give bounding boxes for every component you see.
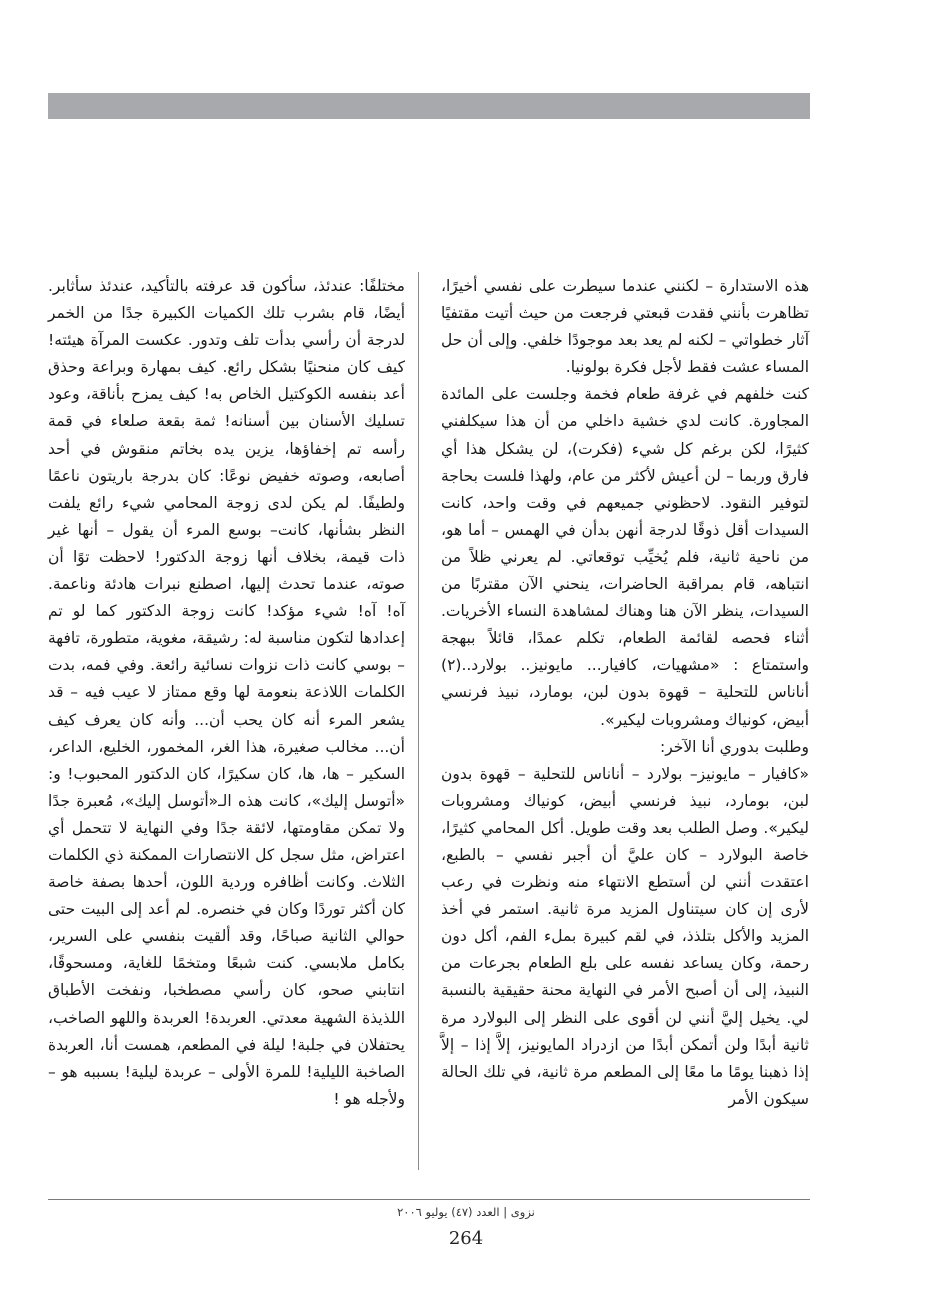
page-number: 264 xyxy=(448,1228,484,1249)
paragraph: كنت خلفهم في غرفة طعام فخمة وجلست على المائدة المجاورة. كانت لدي خشية داخلي من أن هذا سيكلفني كثيرًا، لكن برغم كل شيء (فكرت)، لن يشكل هذا أي فارق وربما – لن أعيش لأكثر من عام، ولهذا فلست بحاجة لتوفير النقود. لاحظوني جميعهم في وقت واحد، كانت السيدات أقل ذوقًا لدرجة أنهن بدأن في الهمس – أما هو، من ناحية ثانية، فلم يُخيِّب توقعاتي. لم يعرني ظلاً من انتباهه، قام بمراقبة الحاضرات، ينحني الآن مقتربًا من السيدات، ينظر الآن هنا وهناك لمشاهدة النساء الأخريات. أثناء فحصه لقائمة الطعام، تكلم عمدًا، قائلاً ببهجة واستمتاع : «مشهيات، كافيار... مايونيز.. بولارد..(٢) أناناس للتحلية – قهوة بدون لبن، بومارد، نبيذ فرنسي أبيض، كونياك ومشروبات ليكير». xyxy=(441,385,809,729)
text-column-right xyxy=(441,273,809,1113)
paragraph: «كافيار – مايونيز– بولارد – أناناس للتحلية – قهوة بدون لبن، بومارد، نبيذ فرنسي أبيض، كونياك ومشروبات ليكير». وصل الطلب بعد وقت طويل. أكل المحامي كثيرًا، خاصة البولارد – كان عليَّ أن أجبر نفسي – بالطبع، اعتقدت أنني لن أستطع الانتهاء منه ونظرت في رعب لأرى إن كان سيتناول المزيد مرة ثانية. استمر في أخذ المزيد والأكل بتلذذ، في لقم كبيرة بملء الفم، أكل دون رحمة، وكان يساعد نفسه على بلع الطعام بجرعات من النبيذ، إلى أن أصبح الأمر في النهاية محنة حقيقية بالنسبة لي. يخيل إليَّ أنني لن أقوى على النظر إلى البولارد مرة ثانية أبدًا ولن أتمكن أبدًا من ازدراد المايونيز، إلاَّ إذا – إلاَّ إذا ذهبنا يومًا ما معًا إلى المطعم مرة ثانية، في تلك الحالة سيكون الأمر xyxy=(441,764,809,1108)
column-divider xyxy=(418,272,419,1170)
footer-divider xyxy=(48,1199,810,1200)
paragraph: مختلفًا: عندئذ، سأكون قد عرفته بالتأكيد، عندئذ سأثابر. أيضًا، قام بشرب تلك الكميات الكبيرة جدًا من الخمر لدرجة أن رأسي بدأت تلف وتدور. عكست المرآة هيئته! كيف كان منحنيًا بشكل رائع. كيف بمهارة وبراعة وحذق أعد بنفسه الكوكتيل الخاص به! كيف يمزح بأناقة، وعود تسليك الأسنان بين أسنانه! ثمة بقعة صلعاء في قمة رأسه تم إخفاؤها، يزين يده بخاتم منقوش في أحد أصابعه، وصوته خفيض نوعًا: كان بدرجة باريتون ناعمًا ولطيفًا. لم يكن لدى زوجة المحامي شيء رائع يلفت النظر بشأنها، كانت– بوسع المرء أن يقول – أنها غير ذات قيمة، بخلاف أنها زوجة الدكتور! لاحظت توًا أن صوته، عندما تحدث إليها، اصطنع نبرات هادئة وناعمة. آه! آه! شيء مؤكد! كانت زوجة الدكتور كما لو تم إعدادها لتكون مناسبة له: رشيقة، مغوية، متطورة، تافهة – بوسي كانت ذات نزوات نسائية رائعة. وفي فمه، بدت الكلمات اللاذعة بنعومة لها وقع ممتاز لا عيب فيه – قد يشعر المرء أنه كان يحب أن... وأنه كان يعرف كيف أن... مخالب صغيرة، هذا الغر، المخمور، الخليع، الداعر، السكير – ها، ها، كان سكيرًا، كان الدكتور المحبوب! و: «أتوسل إليك»، كانت هذه الـ«أتوسل إليك»، مُعبرة جدًا ولا تمكن مقاومتها، لائقة جدًا وفي النهاية لا تتحمل أي اعتراض، مثل سجل كل الانتصارات الممكنة ذي الكلمات الثلاث. وكانت أظافره وردية اللون، أحدها بصفة خاصة كان أكثر توردًا وكان في خنصره. لم أعد إلى البيت حتى حوالي الثانية صباحًا، وقد ألقيت بنفسي على السرير، بكامل ملابسي. كنت شبعًا ومتخمًا للغاية، ومسحوقًا، انتابني صحو، كان رأسي مصطخبا، ونفخت الأطباق اللذيذة الشهية معدتي. العربدة! العربدة واللهو الصاخب، يحتفلان في جلبة! ليلة في المطعم، همست أنا، العربدة الصاخبة الليلية! للمرة الأولى – عربدة ليلية! بسببه هو – ولأجله هو ! xyxy=(48,277,405,1108)
header-band xyxy=(48,93,810,119)
text-column-left xyxy=(48,273,405,1113)
issue-info: نزوى | العدد (٤٧) يوليو ٢٠٠٦ xyxy=(397,1205,535,1219)
paragraph: هذه الاستدارة – لكنني عندما سيطرت على نفسي أخيرًا، تظاهرت بأنني فقدت قبعتي فرجعت من حيث أتيت مقتفيًا آثار خطواتي – لكنه لم يعد بعد موجودًا خلفي. وإلى أن حل المساء عشت فقط لأجل فكرة بولونيا. xyxy=(441,277,809,377)
paragraph: وطلبت بدوري أنا الآخر: xyxy=(659,737,809,756)
